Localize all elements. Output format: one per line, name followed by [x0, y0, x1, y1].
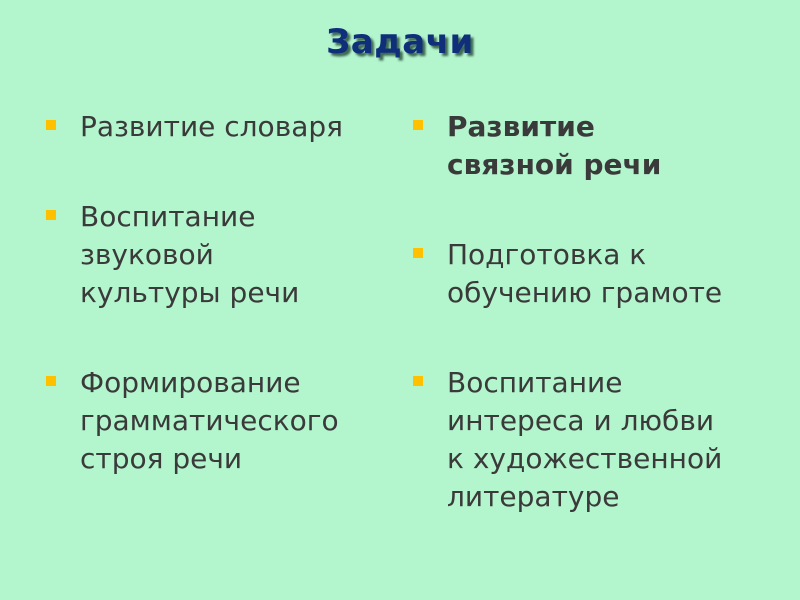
bullet-icon	[46, 210, 56, 220]
list-item-text: Развитие словаря	[80, 110, 343, 143]
bullet-icon	[413, 376, 423, 386]
bullet-icon	[46, 120, 56, 130]
slide-title: Задачи	[326, 22, 474, 62]
list-item-text: Формирование грамматического строя речи	[80, 366, 339, 475]
list-item-text: Воспитание звуковой культуры речи	[80, 200, 300, 309]
list-item	[413, 364, 722, 516]
bullet-icon	[46, 376, 56, 386]
bullet-icon	[413, 248, 423, 258]
list-item-text: Развитие связной речи	[447, 110, 662, 181]
list-item	[46, 364, 339, 478]
list-item	[46, 198, 299, 312]
list-item	[413, 236, 722, 312]
list-item-text: Подготовка к обучению грамоте	[447, 238, 723, 309]
list-item-text: Воспитание интереса и любви к художественной литературе	[447, 366, 723, 513]
list-item	[413, 108, 661, 184]
bullet-icon	[413, 120, 423, 130]
list-item	[46, 108, 343, 146]
